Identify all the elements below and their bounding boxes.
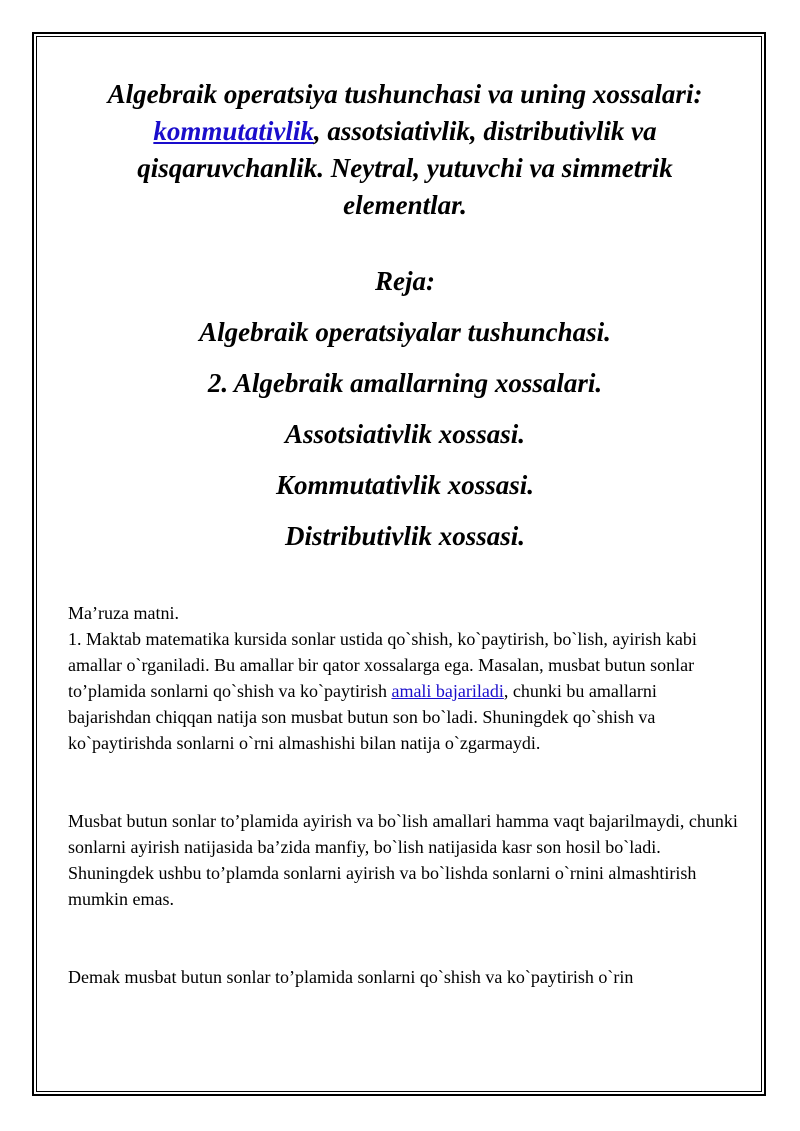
document-title <box>68 76 742 224</box>
lecture-paragraph-1 <box>68 626 742 756</box>
plan-item: Distributivlik xossasi. <box>284 521 526 551</box>
title-part-1: Algebraik operatsiya tushunchasi va uning xossalari: <box>107 79 703 109</box>
plan-item: Algebraik operatsiyalar tushunchasi. <box>199 317 611 347</box>
lecture-section <box>68 600 742 756</box>
lecture-heading: Ma’ruza matni. <box>68 603 179 623</box>
title-link-kommutativlik[interactable]: kommutativlik <box>153 116 314 146</box>
plan-heading: Reja: <box>375 266 435 296</box>
title-part-2: , assotsiativlik, distributivlik va qisqaruvchanlik. Neytral, yutuvchi va simmetrik elementlar. <box>137 116 673 220</box>
link-amali-bajariladi[interactable]: amali bajariladi <box>391 681 504 701</box>
plan-item: Assotsiativlik xossasi. <box>284 419 526 449</box>
lecture-paragraph-3: Demak musbat butun sonlar to’plamida sonlarni qo`shish va ko`paytirish o`rin <box>68 967 634 987</box>
lecture-paragraph-2: Musbat butun sonlar to’plamida ayirish va bo`lish amallari hamma vaqt bajarilmaydi, chunki sonlarni ayirish natijasida ba’zida manfiy, bo`lish natijasida kasr son hosil bo`ladi. Shuningdek ushbu to’plamda sonlarni ayirish va bo`lishda sonlarni o`rnini almashtirish mumkin emas. <box>68 811 738 909</box>
plan-section <box>68 256 742 562</box>
document-body <box>68 76 742 990</box>
plan-item: 2. Algebraik amallarning xossalari. <box>207 368 603 398</box>
plan-item: Kommutativlik xossasi. <box>275 470 535 500</box>
paragraph-text: , chunki bu amallarni bajarishdan chiqqan natija son musbat butun son bo`ladi. Shuningdek qo`shish va ko`paytirishda sonlarni o`rni almashishi bilan natija o`zgarmaydi. <box>68 681 657 753</box>
paragraph-text: 1. Maktab matematika kursida sonlar ustida qo`shish, ko`paytirish, bo`lish, ayirish kabi amallar o`rganiladi. Bu amallar bir qator xossalarga ega. Masalan, musbat butun sonlar to’plamida sonlarni qo`shish va ko`paytirish <box>68 629 697 701</box>
